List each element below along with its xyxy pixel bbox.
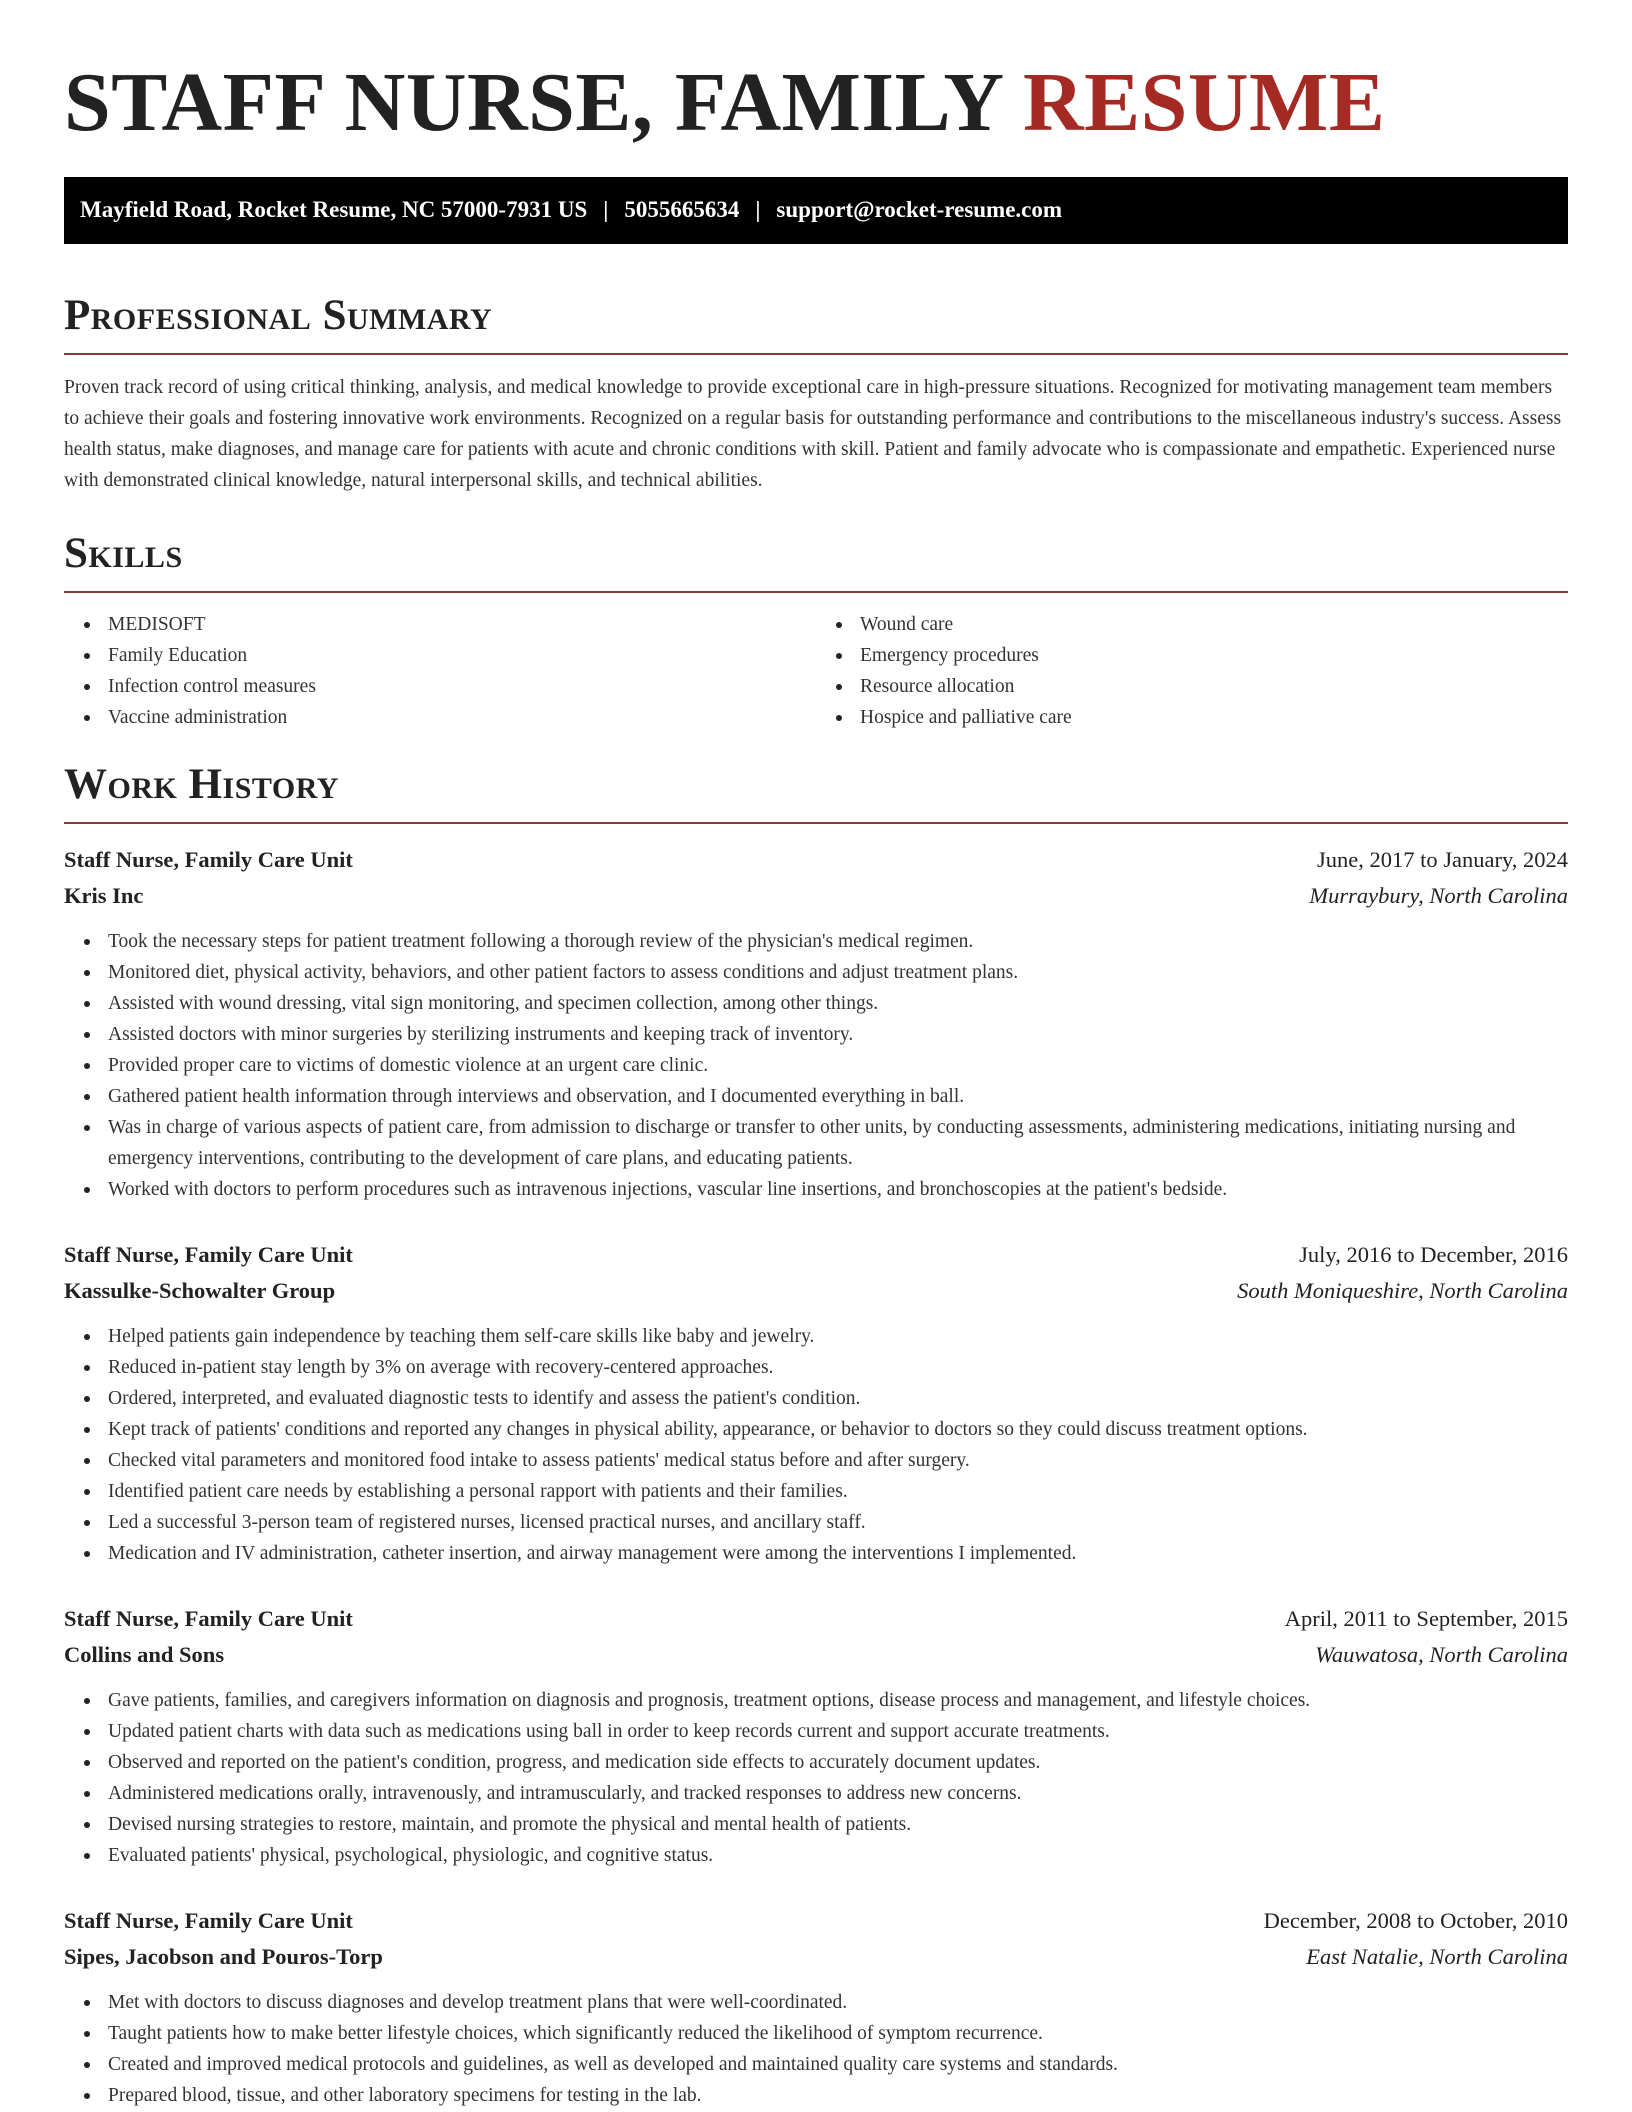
job-title: Staff Nurse, Family Care Unit: [64, 1606, 353, 1632]
job-title: Staff Nurse, Family Care Unit: [64, 847, 353, 873]
skill-item: Family Education: [108, 640, 816, 671]
job-bullet: Assisted doctors with minor surgeries by sterilizing instruments and keeping track of inventory.: [108, 1019, 1568, 1050]
contact-phone: 5055665634: [624, 197, 740, 223]
resume-title: [64, 55, 1568, 152]
contact-email: support@rocket-resume.com: [776, 197, 1063, 223]
job-entry: [64, 1237, 1568, 1569]
skill-item: Emergency procedures: [860, 640, 1568, 671]
job-bullet: Ordered, interpreted, and evaluated diagnostic tests to identify and assess the patient's condition.: [108, 1383, 1568, 1414]
summary-section: [64, 292, 1568, 496]
summary-text: Proven track record of using critical thinking, analysis, and medical knowledge to provide exceptional care in high-pressure situations. Recognized for motivating management team members to achieve their goals and fostering innovative work environments. Recognized on a regular basis for outstanding performance and contributions to the miscellaneous industry's success. Assess health status, make diagnoses, and manage care for patients with acute and chronic conditions with skill. Patient and family advocate who is compassionate and empathetic. Experienced nurse with demonstrated clinical knowledge, natural interpersonal skills, and technical abilities.: [64, 376, 1562, 491]
skills-heading: Skills: [64, 529, 183, 577]
job-bullet: Met with doctors to discuss diagnoses and develop treatment plans that were well-coordinated.: [108, 1987, 1568, 2018]
job-bullets: [64, 1685, 1568, 1871]
job-bullet: Kept track of patients' conditions and reported any changes in physical ability, appearance, or behavior to doctors so they could discuss treatment options.: [108, 1414, 1568, 1445]
job-title: Staff Nurse, Family Care Unit: [64, 1242, 353, 1268]
job-bullet: Worked with doctors to perform procedures such as intravenous injections, vascular line insertions, and bronchoscopies at the patient's bedside.: [108, 1174, 1568, 1205]
contact-bar: [64, 177, 1568, 244]
work-history-heading: Work History: [64, 761, 339, 809]
contact-separator: |: [603, 197, 609, 223]
job-entry: [64, 1903, 1568, 2111]
job-bullet: Devised nursing strategies to restore, maintain, and promote the physical and mental health of patients.: [108, 1809, 1568, 1840]
section-divider: [64, 353, 1568, 355]
job-bullets: [64, 1987, 1568, 2111]
work-history-section: [64, 761, 1568, 2111]
skills-section: [64, 530, 1568, 733]
job-bullet: Gave patients, families, and caregivers information on diagnosis and prognosis, treatment options, disease process and management, and lifestyle choices.: [108, 1685, 1568, 1716]
job-dates: June, 2017 to January, 2024: [1316, 847, 1568, 873]
job-company: Sipes, Jacobson and Pouros-Torp: [64, 1944, 383, 1970]
job-bullet: Monitored diet, physical activity, behaviors, and other patient factors to assess conditions and adjust treatment plans.: [108, 957, 1568, 988]
job-bullet: Prepared blood, tissue, and other laboratory specimens for testing in the lab.: [108, 2080, 1568, 2111]
section-divider: [64, 591, 1568, 593]
skill-item: Resource allocation: [860, 671, 1568, 702]
job-title: Staff Nurse, Family Care Unit: [64, 1908, 353, 1934]
job-dates: December, 2008 to October, 2010: [1263, 1908, 1568, 1934]
job-bullet: Led a successful 3-person team of registered nurses, licensed practical nurses, and ancillary staff.: [108, 1507, 1568, 1538]
job-bullet: Created and improved medical protocols and guidelines, as well as developed and maintained quality care systems and standards.: [108, 2049, 1568, 2080]
title-main: STAFF NURSE, FAMILY: [64, 56, 1023, 149]
job-bullet: Gathered patient health information through interviews and observation, and I documented everything in ball.: [108, 1081, 1568, 1112]
job-location: Wauwatosa, North Carolina: [1315, 1642, 1568, 1668]
job-bullet: Updated patient charts with data such as medications using ball in order to keep records current and support accurate treatments.: [108, 1716, 1568, 1747]
job-bullet: Reduced in-patient stay length by 3% on average with recovery-centered approaches.: [108, 1352, 1568, 1383]
job-bullets: [64, 926, 1568, 1205]
skills-columns: [64, 609, 1568, 733]
title-accent: RESUME: [1022, 56, 1386, 149]
job-bullet: Evaluated patients' physical, psychological, physiologic, and cognitive status.: [108, 1840, 1568, 1871]
contact-separator: |: [755, 197, 761, 223]
job-bullet: Assisted with wound dressing, vital sign monitoring, and specimen collection, among other things.: [108, 988, 1568, 1019]
job-bullet: Checked vital parameters and monitored food intake to assess patients' medical status before and after surgery.: [108, 1445, 1568, 1476]
skill-item: Vaccine administration: [108, 702, 816, 733]
job-company: Collins and Sons: [64, 1642, 225, 1668]
job-entry: [64, 842, 1568, 1205]
job-company: Kassulke-Schowalter Group: [64, 1278, 336, 1304]
skill-item: Infection control measures: [108, 671, 816, 702]
job-bullet: Administered medications orally, intravenously, and intramuscularly, and tracked responses to address new concerns.: [108, 1778, 1568, 1809]
job-bullet: Took the necessary steps for patient treatment following a thorough review of the physician's medical regimen.: [108, 926, 1568, 957]
skill-item: Wound care: [860, 609, 1568, 640]
contact-address: Mayfield Road, Rocket Resume, NC 57000-7931 US: [80, 197, 588, 223]
skills-list-right: [816, 609, 1568, 733]
job-entry: [64, 1601, 1568, 1871]
job-bullet: Identified patient care needs by establishing a personal rapport with patients and their families.: [108, 1476, 1568, 1507]
job-dates: July, 2016 to December, 2016: [1299, 1242, 1568, 1268]
job-dates: April, 2011 to September, 2015: [1284, 1606, 1568, 1632]
skill-item: MEDISOFT: [108, 609, 816, 640]
job-location: East Natalie, North Carolina: [1306, 1944, 1568, 1970]
skills-list-left: [64, 609, 816, 733]
job-bullet: Provided proper care to victims of domestic violence at an urgent care clinic.: [108, 1050, 1568, 1081]
job-company: Kris Inc: [64, 883, 144, 909]
job-bullet: Helped patients gain independence by teaching them self-care skills like baby and jewelry.: [108, 1321, 1568, 1352]
job-bullet: Medication and IV administration, catheter insertion, and airway management were among the interventions I implemented.: [108, 1538, 1568, 1569]
job-bullet: Was in charge of various aspects of patient care, from admission to discharge or transfer to other units, by conducting assessments, administering medications, initiating nursing and emergency interventions, contributing to the development of care plans, and educating patients.: [108, 1112, 1568, 1174]
job-bullets: [64, 1321, 1568, 1569]
job-location: South Moniqueshire, North Carolina: [1237, 1278, 1568, 1304]
job-bullet: Taught patients how to make better lifestyle choices, which significantly reduced the likelihood of symptom recurrence.: [108, 2018, 1568, 2049]
job-location: Murraybury, North Carolina: [1309, 883, 1568, 909]
skill-item: Hospice and palliative care: [860, 702, 1568, 733]
summary-heading: Professional Summary: [64, 291, 493, 339]
job-bullet: Observed and reported on the patient's condition, progress, and medication side effects to accurately document updates.: [108, 1747, 1568, 1778]
section-divider: [64, 822, 1568, 824]
